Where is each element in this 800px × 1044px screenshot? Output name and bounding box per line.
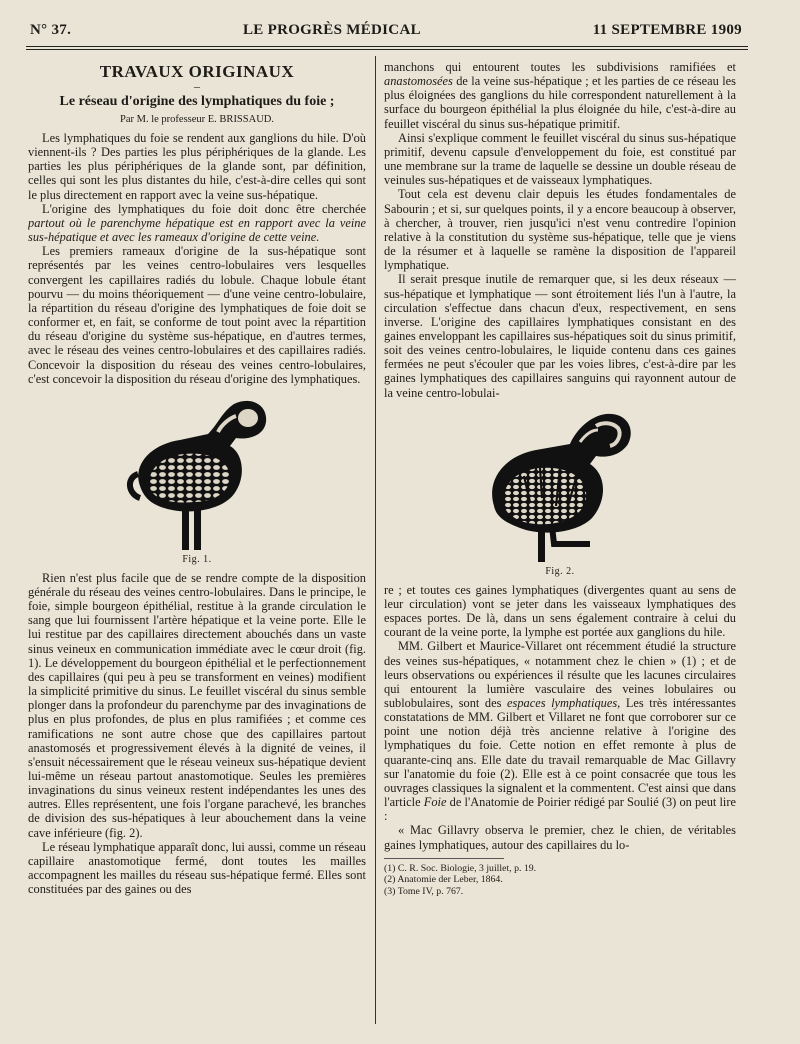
left-column [28, 60, 366, 1030]
header-rule-top [26, 46, 748, 47]
paragraph: Les lymphatiques du foie se rendent aux ganglions du hile. D'où viennent-ils ? Des parties les plus périphériques de la glande. Les parties les plus périphériques de la glande sont, par définition, celles qui sont les plus distantes du hile, c'est-à-dire celles qui sont le plus directement en rapport avec la veine sus-hépatique. [28, 131, 366, 202]
paragraph: MM. Gilbert et Maurice-Villaret ont récemment étudié la structure des veines sus-hépatiques, « notamment chez le chien » (1) ; et de leurs observations ou expériences il résulte que les lacunes circulaires qui entourent la lumière vasculaire des veines lobulaires ou sublobulaires, sont des espaces lymphatiques, Les très intéressantes constatations de MM. Gilbert et Villaret ne font que corroborer sur ce point une notion déjà très ancienne relative à l'origine des lymphatiques du foie. Cette notion en effet remonte à plus de quarante-cinq ans. Elle date du travail remarquable de Mac Gillavry sur l'anatomie du foie (2). Elle est à ce point consacrée que tous les ouvrages classiques la signalent et la commentent. C'est ainsi que dans l'article Foie de l'Anatomie de Poirier rédigé par Soulié (3) on peut lire : [384, 639, 736, 824]
paragraph: Rien n'est plus facile que de se rendre compte de la disposition générale du réseau des veines centro-lobulaires. Dans le principe, le foie, simple bourgeon épithélial, restitue à la grande circulation le sang que lui fournissent l'artère hépatique et la veine porte. Elle le lui restitue par des capillaires directement abouchés dans un vaste sinus veineux en communication immédiate avec le cœur droit (fig. 1). Le développement du bourgeon épithélial et le perfectionnement des capillaires (qui peu à peu se transforment en veines) modifient la simplicité primitive du sinus. Le feuillet viscéral du sinus semble plonger dans la profondeur du parenchyme par des invaginations de plus en plus profondes, de plus en plus ramifiées ; et comme ces ramifications ne sont autre chose que des capillaires partout anastomosés et progressivement élevés à la dignité de veines, il s'ensuit nécessairement que le réseau veineux sus-hépatique devient lui-même un réseau partout anastomotique. Seules les premières invaginations du sinus veineux restent indépendantes les unes des autres. Elles représentent, une fois l'organe parachevé, les branches de division des sus-hépatiques à leur abouchement dans la veine cave inférieure (fig. 2). [28, 570, 366, 840]
liver-diagram-fig1 [122, 394, 272, 552]
title-dash: – [194, 79, 200, 93]
paragraph: Ainsi s'explique comment le feuillet viscéral du sinus sus-hépatique primitif, devenu capsule d'enveloppement du foie, est constitué par une membrane sur la trame de laquelle se dessine un double réseau de veinules sus-hépatiques et de vaisseaux lymphatiques. [384, 130, 736, 188]
right-column [384, 60, 736, 1030]
footnote-2: (2) Anatomie der Leber, 1864. [384, 874, 503, 886]
paragraph: « Mac Gillavry observa le premier, chez le chien, de véritables gaines lymphatiques, autour des capillaires du lo- [384, 823, 736, 852]
article-byline: Par M. le professeur E. BRISSAUD. [120, 114, 274, 125]
figure-1-caption: Fig. 1. [182, 553, 212, 565]
issue-date: 11 SEPTEMBRE 1909 [592, 22, 742, 38]
issue-number: N° 37. [30, 22, 72, 38]
paragraph: L'origine des lymphatiques du foie doit donc être cherchée partout où le parenchyme hépatique est en rapport avec la veine sus-hépatique et avec les rameaux d'origine de cette veine. [28, 201, 366, 245]
figure-2 [384, 406, 736, 577]
article-title: Le réseau d'origine des lymphatiques du foie ; [59, 94, 335, 109]
column-divider [375, 56, 376, 1024]
header-rule-bottom [26, 49, 748, 50]
footnote-rule [384, 858, 504, 861]
paragraph: Tout cela est devenu clair depuis les études fondamentales de Sabourin ; et si, sur quelques points, il y a encore beaucoup à observer, à chercher, à trouver, rien jusqu'ici n'est venu contredire l'opinion relative à la constitution du système sus-hépatique, telle que je viens de la résumer et à laquelle se ramène la disposition de l'appareil lymphatique. [384, 187, 736, 273]
page-header [30, 22, 742, 44]
section-title: TRAVAUX ORIGINAUX [99, 62, 295, 81]
paragraph: re ; et toutes ces gaines lymphatiques (divergentes quant au sens de leur circulation) vont se jeter dans les vaisseaux lymphatiques des espaces portes. De là, dans un sens également contraire à celui du courant de la veine porte, la lymphe est portée aux ganglions du hile. [384, 582, 736, 640]
liver-diagram-fig2 [480, 406, 640, 564]
paragraph: Il serait presque inutile de remarquer que, si les deux réseaux — sus-hépatique et lymphatique — sont étroitement liés l'un à l'autre, la circulation s'effectue dans chacun d'eux, respectivement, en sens inverse. L'origine des capillaires lymphatiques consistant en des gaines enveloppant les capillaires sus-hépatiques soit du sinus primitif, soit des veines centro-lobulaires, le liquide contenu dans ces gaines fermées ne peut s'écouler que par les voies libres, c'est-à-dire par les gaines lymphatiques des capillaires sanguins qui rayonnent autour de la veine centro-lobulai- [384, 272, 736, 400]
figure-1 [28, 394, 366, 565]
paragraph: Les premiers rameaux d'origine de la sus-hépatique sont représentés par les veines centro-lobulaires vers lesquelles convergent les capillaires radiés du lobule. Chaque lobule étant pourvu — du moins théoriquement — d'une veine centro-lobulaire, la répartition du réseau d'origine des lymphatiques de foie doit se conformer et, en fait, se conforme de tout point avec la répartition du réseau d'origine du système sus-hépatique, en d'autres termes, avec le réseau des veines centro-lobulaires et des capillaires radiés. Concevoir la disposition du réseau des veines centro-lobulaires, c'est concevoir la disposition du réseau d'origine des lymphatiques. [28, 244, 366, 386]
footnotes [384, 863, 736, 898]
paragraph: Le réseau lymphatique apparaît donc, lui aussi, comme un réseau capillaire anastomotique fermé, dont toutes les mailles accompagnent les mailles du réseau sus-hépatique fermé. Elles sont constituées par des gaines ou des [28, 839, 366, 897]
journal-name: LE PROGRÈS MÉDICAL [242, 22, 421, 38]
footnote-1: (1) C. R. Soc. Biologie, 3 juillet, p. 19. [384, 862, 537, 874]
footnote-3: (3) Tome IV, p. 767. [384, 885, 464, 897]
paragraph: manchons qui entourent toutes les subdivisions ramifiées et anastomosées de la veine sus-hépatique ; et les parties de ce réseau les plus éloignées des ganglions du hile correspondent naturellement à la surface du bourgeon épithélial la plus éloignée du hile, c'est-à-dire au feuillet viscéral du sinus sus-hépatique primitif. [384, 60, 736, 131]
figure-2-caption: Fig. 2. [545, 565, 575, 577]
